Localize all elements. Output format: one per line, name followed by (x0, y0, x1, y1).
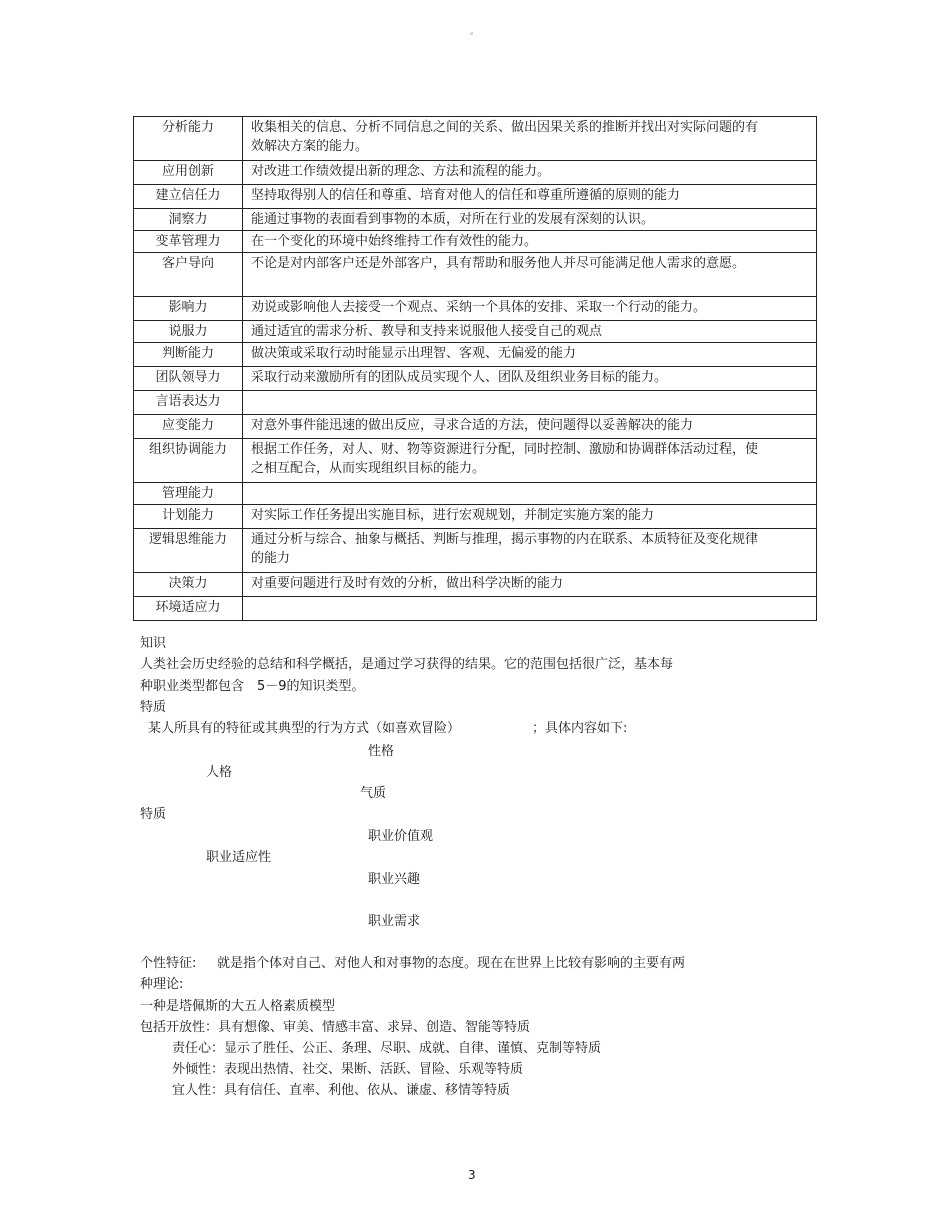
ability-table-body (134, 117, 817, 621)
ability-name-cell: 说服力 (134, 321, 243, 343)
table-row (134, 505, 817, 529)
ability-desc-cell: 不论是对内部客户还是外部客户，具有帮助和服务他人并尽可能满足他人需求的意愿。 (243, 253, 817, 297)
trait-openness: 包括开放性：具有想像、审美、情感丰富、求异、创造、智能等特质 (140, 1020, 531, 1035)
trait-agreeableness: 宜人性：具有信任、直率、利他、依从、谦虚、移情等特质 (172, 1083, 511, 1098)
ability-name-cell: 团队领导力 (134, 367, 243, 391)
knowledge-line-2: 种职业类型都包含 5－9的知识类型。 (140, 679, 365, 694)
table-row (134, 415, 817, 439)
table-row (134, 483, 817, 505)
tree-interest: 职业兴趣 (368, 872, 421, 887)
big-five-title: 一种是塔佩斯的大五人格素质模型 (140, 999, 336, 1014)
ability-name-cell: 应变能力 (134, 415, 243, 439)
tree-root: 特质 (140, 807, 167, 822)
ability-name-cell: 组织协调能力 (134, 439, 243, 483)
tree-vocational: 职业适应性 (206, 850, 272, 865)
ability-name-cell: 环境适应力 (134, 597, 243, 621)
ability-name-cell: 建立信任力 (134, 185, 243, 209)
ability-desc-cell: 通过分析与综合、抽象与概括、判断与推理，揭示事物的内在联系、本质特征及变化规律的能力 (243, 529, 817, 573)
table-row (134, 231, 817, 253)
ability-name-cell: 客户导向 (134, 253, 243, 297)
table-row (134, 391, 817, 415)
tree-character: 性格 (368, 744, 395, 759)
ability-desc-cell: 对改进工作绩效提出新的理念、方法和流程的能力。 (243, 161, 817, 185)
tree-temperament: 气质 (360, 786, 387, 801)
page-number: 3 (468, 1168, 476, 1182)
traits-heading: 特质 (140, 700, 167, 715)
table-row (134, 439, 817, 483)
knowledge-heading: 知识 (140, 636, 167, 651)
table-row (134, 117, 817, 161)
ability-name-cell: 变革管理力 (134, 231, 243, 253)
ability-desc-cell: 在一个变化的环境中始终维持工作有效性的能力。 (243, 231, 817, 253)
ability-name-cell: 管理能力 (134, 483, 243, 505)
ability-name-cell: 判断能力 (134, 343, 243, 367)
ability-name-cell: 洞察力 (134, 209, 243, 231)
ability-desc-cell: 对实际工作任务提出实施目标，进行宏观规划，并制定实施方案的能力 (243, 505, 817, 529)
ability-desc-cell: 坚持取得别人的信任和尊重、培育对他人的信任和尊重所遵循的原则的能力 (243, 185, 817, 209)
table-row (134, 321, 817, 343)
trait-conscientiousness: 责任心：显示了胜任、公正、条理、尽职、成就、自律、谨慎、克制等特质 (172, 1041, 602, 1056)
table-row (134, 343, 817, 367)
ability-desc-cell: 做决策或采取行动时能显示出理智、客观、无偏爱的能力 (243, 343, 817, 367)
ability-desc-cell (243, 483, 817, 505)
ability-desc-cell: 能通过事物的表面看到事物的本质，对所在行业的发展有深刻的认识。 (243, 209, 817, 231)
ability-desc-cell: 根据工作任务，对人、财、物等资源进行分配，同时控制、激励和协调群体活动过程，使之相互配合，从而实现组织目标的能力。 (243, 439, 817, 483)
ability-name-cell: 逻辑思维能力 (134, 529, 243, 573)
personality-line-2: 种理论: (140, 977, 184, 992)
table-row (134, 161, 817, 185)
ability-desc-cell (243, 391, 817, 415)
ability-desc-cell: 对意外事件能迅速的做出反应，寻求合适的方法，使问题得以妥善解决的能力 (243, 415, 817, 439)
tree-needs: 职业需求 (368, 914, 421, 929)
table-row (134, 209, 817, 231)
ability-desc-cell: 劝说或影响他人去接受一个观点、采纳一个具体的安排、采取一个行动的能力。 (243, 297, 817, 321)
table-row (134, 297, 817, 321)
table-row (134, 597, 817, 621)
table-row (134, 253, 817, 297)
knowledge-line-1: 人类社会历史经验的总结和科学概括，是通过学习获得的结果。它的范围包括很广泛，基本每 (140, 657, 674, 672)
ability-desc-cell (243, 597, 817, 621)
ability-name-cell: 计划能力 (134, 505, 243, 529)
ability-name-cell: 影响力 (134, 297, 243, 321)
header-mark: 。 (470, 27, 480, 37)
tree-personality: 人格 (206, 765, 233, 780)
table-row (134, 367, 817, 391)
ability-name-cell: 言语表达力 (134, 391, 243, 415)
ability-table (133, 116, 817, 621)
table-row (134, 529, 817, 573)
ability-name-cell: 决策力 (134, 573, 243, 597)
ability-desc-cell: 对重要问题进行及时有效的分析，做出科学决断的能力 (243, 573, 817, 597)
ability-desc-cell: 采取行动来激励所有的团队成员实现个人、团队及组织业务目标的能力。 (243, 367, 817, 391)
trait-extraversion: 外倾性：表现出热情、社交、果断、活跃、冒险、乐观等特质 (172, 1062, 524, 1077)
ability-desc-cell: 收集相关的信息、分析不同信息之间的关系、做出因果关系的推断并找出对实际问题的有效解决方案的能力。 (243, 117, 817, 161)
traits-intro-tail: ；具体内容如下: (532, 721, 628, 736)
ability-name-cell: 应用创新 (134, 161, 243, 185)
personality-label: 个性特征: (140, 956, 197, 971)
personality-line-1: 就是指个体对自己、对他人和对事物的态度。现在在世界上比较有影响的主要有两 (217, 956, 686, 971)
ability-desc-cell: 通过适宜的需求分析、教导和支持来说服他人接受自己的观点 (243, 321, 817, 343)
ability-name-cell: 分析能力 (134, 117, 243, 161)
table-row (134, 573, 817, 597)
tree-values: 职业价值观 (368, 829, 434, 844)
table-row (134, 185, 817, 209)
traits-intro: 某人所具有的特征或其典型的行为方式（如喜欢冒险） (148, 721, 461, 736)
